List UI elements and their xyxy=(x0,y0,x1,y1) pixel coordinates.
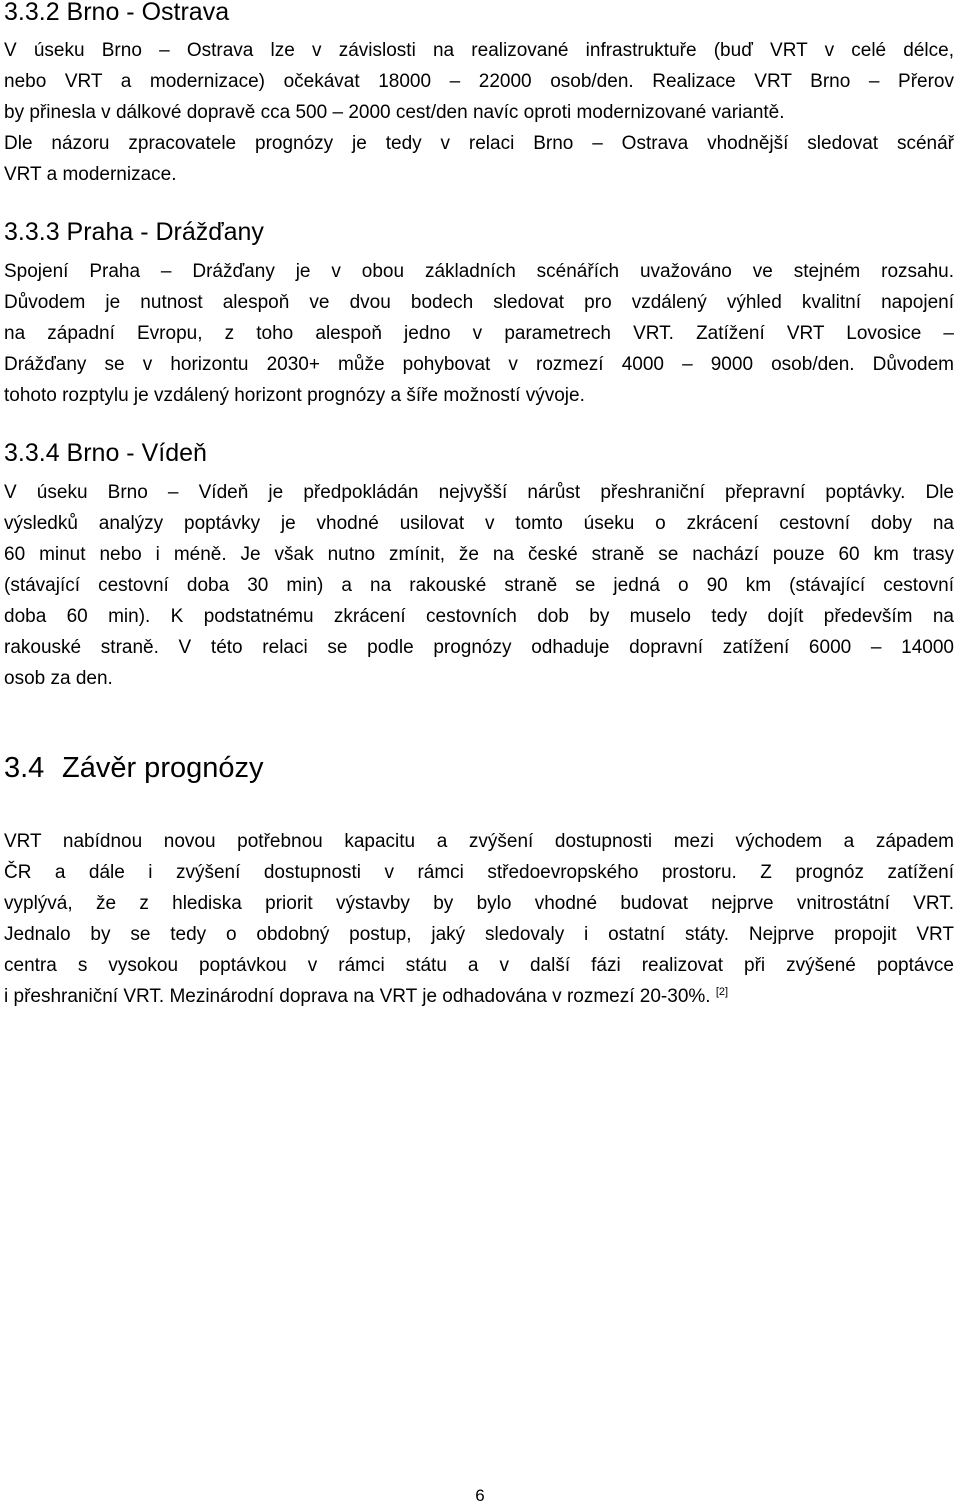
paragraph-line: VRT nabídnou novou potřebnou kapacitu a zvýšení dostupnosti mezi východem a západem xyxy=(4,831,954,852)
paragraph-line: vyplývá, že z hlediska priorit výstavby by bylo vhodné budovat nejprve vnitrostátní VRT. xyxy=(4,893,954,914)
footnote-reference[interactable]: [2] xyxy=(715,986,729,998)
paragraph-line: doba 60 min). K podstatnému zkrácení cestovních dob by muselo tedy dojít především na xyxy=(4,606,954,627)
conclusion-heading-number: 3.4 xyxy=(4,752,45,784)
paragraph-line: V úseku Brno – Ostrava lze v závislosti na realizované infrastruktuře (buď VRT v celé délce, xyxy=(4,40,954,61)
section-heading-brno-ostrava: 3.3.2 Brno - Ostrava xyxy=(4,0,230,26)
paragraph-line: VRT a modernizace. xyxy=(4,164,177,185)
page-number: 6 xyxy=(475,1486,485,1505)
paragraph-line: Spojení Praha – Drážďany je v obou základních scénářích uvažováno ve stejném rozsahu. xyxy=(4,261,954,282)
section-heading-brno-viden: 3.3.4 Brno - Vídeň xyxy=(4,439,207,467)
paragraph-brno-ostrava xyxy=(4,35,954,190)
conclusion-heading xyxy=(4,751,264,785)
section-heading-praha-drazdany: 3.3.3 Praha - Drážďany xyxy=(4,218,264,246)
paragraph-line: na západní Evropu, z toho alespoň jedno v parametrech VRT. Zatížení VRT Lovosice – xyxy=(4,323,954,344)
paragraph-line: V úseku Brno – Vídeň je předpokládán nejvyšší nárůst přeshraniční přepravní poptávky. Dle xyxy=(4,482,954,503)
paragraph-line: tohoto rozptylu je vzdálený horizont prognózy a šíře možností vývoje. xyxy=(4,385,585,406)
paragraph-line: (stávající cestovní doba 30 min) a na rakouské straně se jedná o 90 km (stávající cestovní xyxy=(4,575,954,596)
paragraph-line: nebo VRT a modernizace) očekávat 18000 – 22000 osob/den. Realizace VRT Brno – Přerov xyxy=(4,71,954,92)
paragraph-line: Důvodem je nutnost alespoň ve dvou bodech sledovat pro vzdálený výhled kvalitní napojení xyxy=(4,292,954,313)
paragraph-line-with-footnote xyxy=(4,981,954,1012)
paragraph-line: Dle názoru zpracovatele prognózy je tedy v relaci Brno – Ostrava vhodnější sledovat scénář xyxy=(4,133,954,154)
paragraph-conclusion xyxy=(4,826,954,1012)
paragraph-line: 60 minut nebo i méně. Je však nutno zmínit, že na české straně se nachází pouze 60 km trasy xyxy=(4,544,954,565)
paragraph-line: by přinesla v dálkové dopravě cca 500 – 2000 cest/den navíc oproti modernizované variantě. xyxy=(4,102,785,123)
paragraph-brno-viden xyxy=(4,477,954,694)
paragraph-praha-drazdany xyxy=(4,256,954,411)
paragraph-line: Jednalo by se tedy o obdobný postup, jaký sledovaly i ostatní státy. Nejprve propojit VRT xyxy=(4,924,954,945)
paragraph-line: Drážďany se v horizontu 2030+ může pohybovat v rozmezí 4000 – 9000 osob/den. Důvodem xyxy=(4,354,954,375)
paragraph-line: ČR a dále i zvýšení dostupnosti v rámci středoevropského prostoru. Z prognóz zatížení xyxy=(4,862,954,883)
paragraph-line: centra s vysokou poptávkou v rámci státu a v další fázi realizovat při zvýšené poptávce xyxy=(4,955,954,976)
conclusion-heading-title: Závěr prognózy xyxy=(62,752,264,784)
paragraph-line: rakouské straně. V této relaci se podle prognózy odhaduje dopravní zatížení 6000 – 14000 xyxy=(4,637,954,658)
paragraph-line: osob za den. xyxy=(4,668,113,689)
paragraph-line: výsledků analýzy poptávky je vhodné usilovat v tomto úseku o zkrácení cestovní doby na xyxy=(4,513,954,534)
paragraph-line-text: i přeshraniční VRT. Mezinárodní doprava na VRT je odhadována v rozmezí 20-30%. xyxy=(4,986,711,1007)
